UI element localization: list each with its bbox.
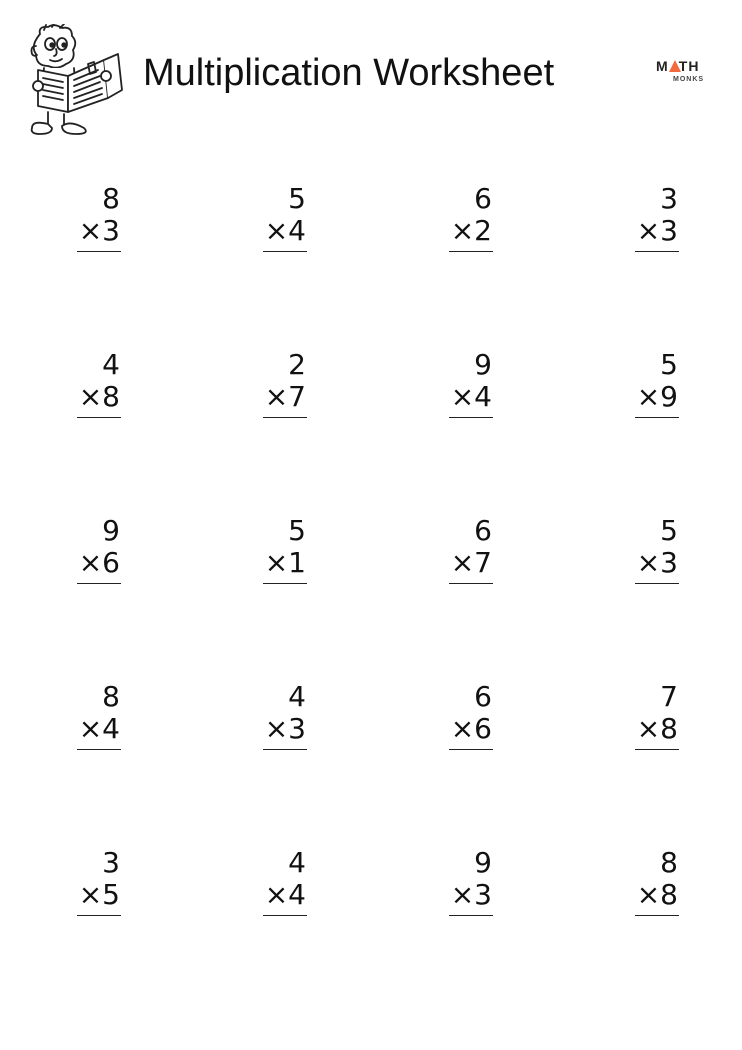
multiplier: 3 — [102, 214, 120, 247]
multiplicand: 6 — [474, 514, 492, 547]
answer-line — [263, 749, 307, 750]
multiplier: 3 — [660, 214, 678, 247]
answer-line — [77, 915, 121, 916]
times-sign: × — [264, 546, 289, 579]
answer-line — [449, 583, 493, 584]
multiplier: 1 — [288, 546, 306, 579]
multiplier: 9 — [660, 380, 678, 413]
answer-line — [263, 417, 307, 418]
multiplier-row — [79, 713, 120, 745]
multiplier: 6 — [474, 712, 492, 745]
problem-item — [228, 349, 328, 429]
multiplicand: 8 — [102, 182, 120, 215]
multiplier-row — [79, 381, 120, 413]
problem-item — [414, 847, 514, 927]
times-sign: × — [264, 214, 289, 247]
answer-line — [77, 251, 121, 252]
answer-line — [635, 417, 679, 418]
problem-item — [228, 183, 328, 263]
problem-item — [228, 847, 328, 927]
answer-line — [449, 417, 493, 418]
answer-line — [263, 583, 307, 584]
answer-line — [263, 251, 307, 252]
multiplicand: 8 — [660, 846, 678, 879]
multiplier-row — [265, 547, 306, 579]
problem-item — [600, 515, 700, 595]
multiplier: 7 — [288, 380, 306, 413]
problem-item — [414, 515, 514, 595]
multiplier-row — [265, 215, 306, 247]
problem-item — [228, 681, 328, 761]
multiplier: 4 — [102, 712, 120, 745]
multiplier-row — [265, 381, 306, 413]
problem-item — [414, 183, 514, 263]
times-sign: × — [78, 380, 103, 413]
times-sign: × — [636, 712, 661, 745]
multiplier: 8 — [660, 878, 678, 911]
multiplicand: 5 — [288, 182, 306, 215]
multiplicand: 3 — [102, 846, 120, 879]
multiplicand: 4 — [288, 680, 306, 713]
times-sign: × — [450, 546, 475, 579]
multiplier-row — [451, 713, 492, 745]
multiplier-row — [79, 547, 120, 579]
problem-item — [600, 847, 700, 927]
multiplicand: 4 — [288, 846, 306, 879]
multiplicand: 7 — [660, 680, 678, 713]
times-sign: × — [78, 878, 103, 911]
multiplier: 8 — [102, 380, 120, 413]
problem-item — [42, 349, 142, 429]
problem-item — [42, 515, 142, 595]
multiplier-row — [637, 713, 678, 745]
multiplier-row — [451, 381, 492, 413]
answer-line — [449, 251, 493, 252]
answer-line — [77, 749, 121, 750]
multiplier-row — [451, 215, 492, 247]
problem-item — [42, 183, 142, 263]
multiplicand: 4 — [102, 348, 120, 381]
multiplier-row — [79, 215, 120, 247]
answer-line — [635, 749, 679, 750]
multiplicand: 9 — [474, 846, 492, 879]
logo-letter: M — [656, 58, 669, 74]
times-sign: × — [264, 712, 289, 745]
problem-item — [600, 681, 700, 761]
multiplier-row — [637, 547, 678, 579]
logo-letter: T — [678, 58, 689, 74]
multiplier: 3 — [660, 546, 678, 579]
problem-item — [414, 349, 514, 429]
answer-line — [449, 915, 493, 916]
multiplicand: 3 — [660, 182, 678, 215]
multiplicand: 5 — [288, 514, 306, 547]
page-title: Multiplication Worksheet — [143, 52, 555, 94]
multiplicand: 5 — [660, 348, 678, 381]
problem-item — [42, 847, 142, 927]
multiplier-row — [637, 381, 678, 413]
multiplier: 4 — [474, 380, 492, 413]
times-sign: × — [636, 878, 661, 911]
times-sign: × — [450, 380, 475, 413]
multiplicand: 8 — [102, 680, 120, 713]
problem-item — [42, 681, 142, 761]
answer-line — [449, 749, 493, 750]
multiplier: 7 — [474, 546, 492, 579]
times-sign: × — [264, 878, 289, 911]
multiplier: 4 — [288, 878, 306, 911]
times-sign: × — [450, 878, 475, 911]
times-sign: × — [264, 380, 289, 413]
multiplier-row — [451, 547, 492, 579]
times-sign: × — [636, 380, 661, 413]
answer-line — [635, 583, 679, 584]
multiplier-row — [637, 215, 678, 247]
multiplier: 5 — [102, 878, 120, 911]
answer-line — [263, 915, 307, 916]
times-sign: × — [78, 214, 103, 247]
logo-subtitle: MONKS — [673, 76, 705, 83]
times-sign: × — [78, 712, 103, 745]
multiplier: 2 — [474, 214, 492, 247]
multiplicand: 2 — [288, 348, 306, 381]
multiplicand: 6 — [474, 680, 492, 713]
multiplier-row — [637, 879, 678, 911]
multiplier: 8 — [660, 712, 678, 745]
multiplier-row — [451, 879, 492, 911]
problem-item — [228, 515, 328, 595]
times-sign: × — [636, 546, 661, 579]
multiplier: 3 — [474, 878, 492, 911]
multiplicand: 5 — [660, 514, 678, 547]
answer-line — [635, 915, 679, 916]
problem-item — [414, 681, 514, 761]
multiplier: 4 — [288, 214, 306, 247]
multiplier-row — [265, 879, 306, 911]
answer-line — [77, 417, 121, 418]
multiplicand: 9 — [102, 514, 120, 547]
answer-line — [77, 583, 121, 584]
times-sign: × — [450, 214, 475, 247]
logo-letter: H — [688, 58, 700, 74]
multiplicand: 6 — [474, 182, 492, 215]
problem-item — [600, 183, 700, 263]
times-sign: × — [450, 712, 475, 745]
times-sign: × — [78, 546, 103, 579]
multiplier: 6 — [102, 546, 120, 579]
multiplier-row — [265, 713, 306, 745]
multiplicand: 9 — [474, 348, 492, 381]
multiplier-row — [79, 879, 120, 911]
multiplier: 3 — [288, 712, 306, 745]
answer-line — [635, 251, 679, 252]
times-sign: × — [636, 214, 661, 247]
problem-item — [600, 349, 700, 429]
